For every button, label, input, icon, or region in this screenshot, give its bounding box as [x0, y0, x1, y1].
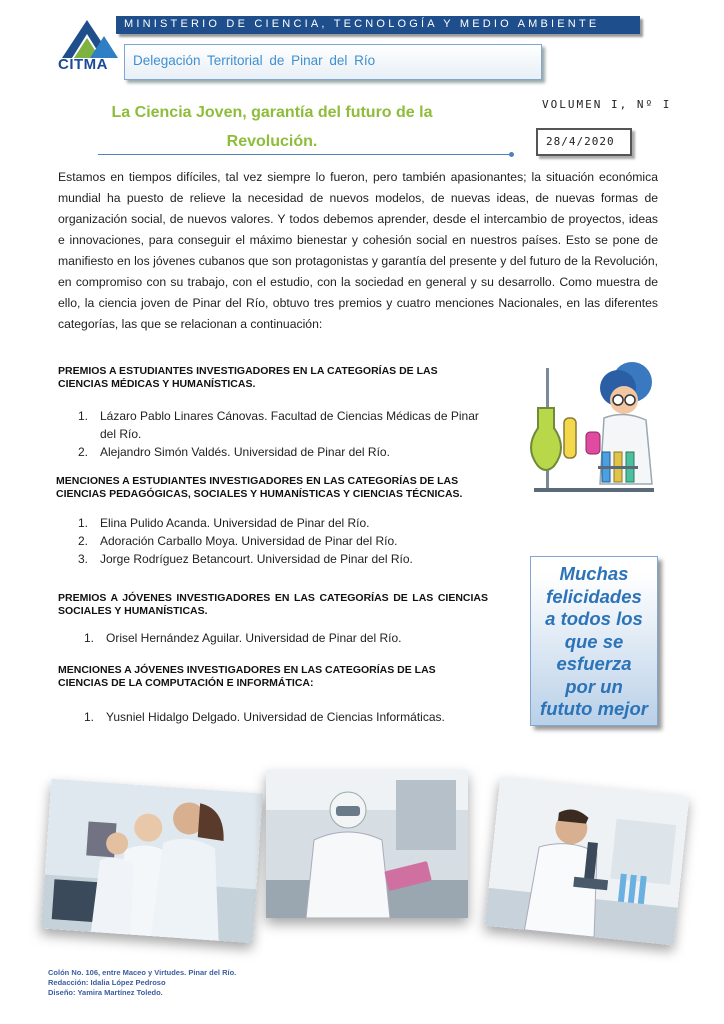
- callout-line: fututo mejor: [540, 698, 648, 719]
- students-lab-photo: [41, 779, 263, 943]
- list-item: 1. Yusniel Hidalgo Delgado. Universidad de Ciencias Informáticas.: [84, 710, 445, 724]
- section-heading: PREMIOS A ESTUDIANTES INVESTIGADORES EN LA CATEGORÍAS DE LAS CIENCIAS MÉDICAS Y HUMANÍSTICAS.: [58, 365, 438, 390]
- scientist-illustration: [524, 348, 662, 494]
- callout-line: esfuerza: [556, 653, 632, 674]
- section-heading: MENCIONES A JÓVENES INVESTIGADORES EN LAS CATEGORÍAS DE LAS CIENCIAS DE LA COMPUTACIÓN E INFORMÁTICA:: [58, 664, 436, 689]
- section-heading: MENCIONES A ESTUDIANTES INVESTIGADORES EN LAS CATEGORÍAS DE LAS CIENCIAS PEDAGÓGICAS, SOCIALES Y HUMANÍSTICAS Y CIENCIAS TÉCNICAS.: [56, 475, 463, 500]
- section-heading: PREMIOS A JÓVENES INVESTIGADORES EN LAS CATEGORÍAS DE LAS CIENCIAS SOCIALES Y HUMANÍSTICAS.: [58, 592, 488, 617]
- intro-paragraph: Estamos en tiempos difíciles, tal vez siempre lo fueron, pero también apasionantes; la situación económica mundial ha puesto de relieve la necesidad de nuevos modelos, de nuevas ideas, de nuevas formas de organización social, de nuevos valores. Y todos debemos aprender, desde el intercambio de proyectos, ideas e innovaciones, para conseguir el máximo bienestar y cohesión social en nuestros países. Esto se pone de manifiesto en los jóvenes cubanos que son protagonistas y garantía del presente y del futuro de la Revolución, en compromiso con su trabajo, con el estudio, con la sociedad en general y su desarrollo. Como muestra de ello, la ciencia joven de Pinar del Río, obtuvo tres premios y cuatro menciones Nacionales, en las diferentes categorías, las que se relacionan a continuación:: [58, 170, 658, 331]
- award-list: [84, 708, 494, 726]
- lab-technician-photo: [266, 770, 468, 918]
- date-box: [536, 128, 632, 156]
- footer-design: Diseño: Yamira Martínez Toledo.: [48, 988, 163, 997]
- footer-address: Colón No. 106, entre Maceo y Virtudes. Pinar del Río.: [48, 968, 237, 977]
- footer-credits: [48, 968, 238, 998]
- callout-line: Muchas: [559, 563, 629, 584]
- footer-editor: Redacción: Idalia López Pedroso: [48, 978, 166, 987]
- congratulations-callout: [530, 556, 658, 726]
- headline-line-1: La Ciencia Joven, garantía del futuro de la: [111, 104, 433, 121]
- list-item: 2. Adoración Carballo Moya. Universidad de Pinar del Río.: [78, 534, 398, 548]
- award-list: [84, 629, 494, 647]
- callout-line: por un: [565, 675, 623, 697]
- headline-line-2: Revolución.: [226, 133, 318, 150]
- delegation-banner: [124, 44, 542, 80]
- microscope-scientist-photo: [485, 776, 690, 945]
- ministry-name: MINISTERIO DE CIENCIA, TECNOLOGÍA Y MEDIO AMBIENTE: [124, 18, 600, 30]
- issue-date: 28/4/2020: [546, 135, 615, 148]
- ministry-banner: [116, 16, 640, 34]
- award-list: [78, 514, 488, 568]
- list-item: 1. Elina Pulido Acanda. Universidad de Pinar del Río.: [78, 516, 370, 530]
- headline-rule-dot: [509, 152, 514, 157]
- logo-text: CITMA: [58, 56, 108, 73]
- list-item: 3. Jorge Rodríguez Betancourt. Universidad de Pinar del Río.: [78, 552, 413, 566]
- delegation-name: Delegación Territorial de Pinar del Río: [133, 53, 376, 68]
- list-item: 2. Alejandro Simón Valdés. Universidad de Pinar del Río.: [78, 445, 390, 459]
- headline-rule: [98, 154, 510, 155]
- volume-label: VOLUMEN I, Nº I: [542, 98, 672, 111]
- callout-line: que se: [564, 630, 624, 652]
- list-item: 1. Lázaro Pablo Linares Cánovas. Facultad de Ciencias Médicas de Pinar del Río.: [78, 409, 479, 441]
- award-list: [78, 407, 488, 461]
- callout-line: felicidades: [546, 585, 642, 607]
- callout-line: a todos los: [545, 608, 643, 629]
- list-item: 1. Orisel Hernández Aguilar. Universidad de Pinar del Río.: [84, 631, 402, 645]
